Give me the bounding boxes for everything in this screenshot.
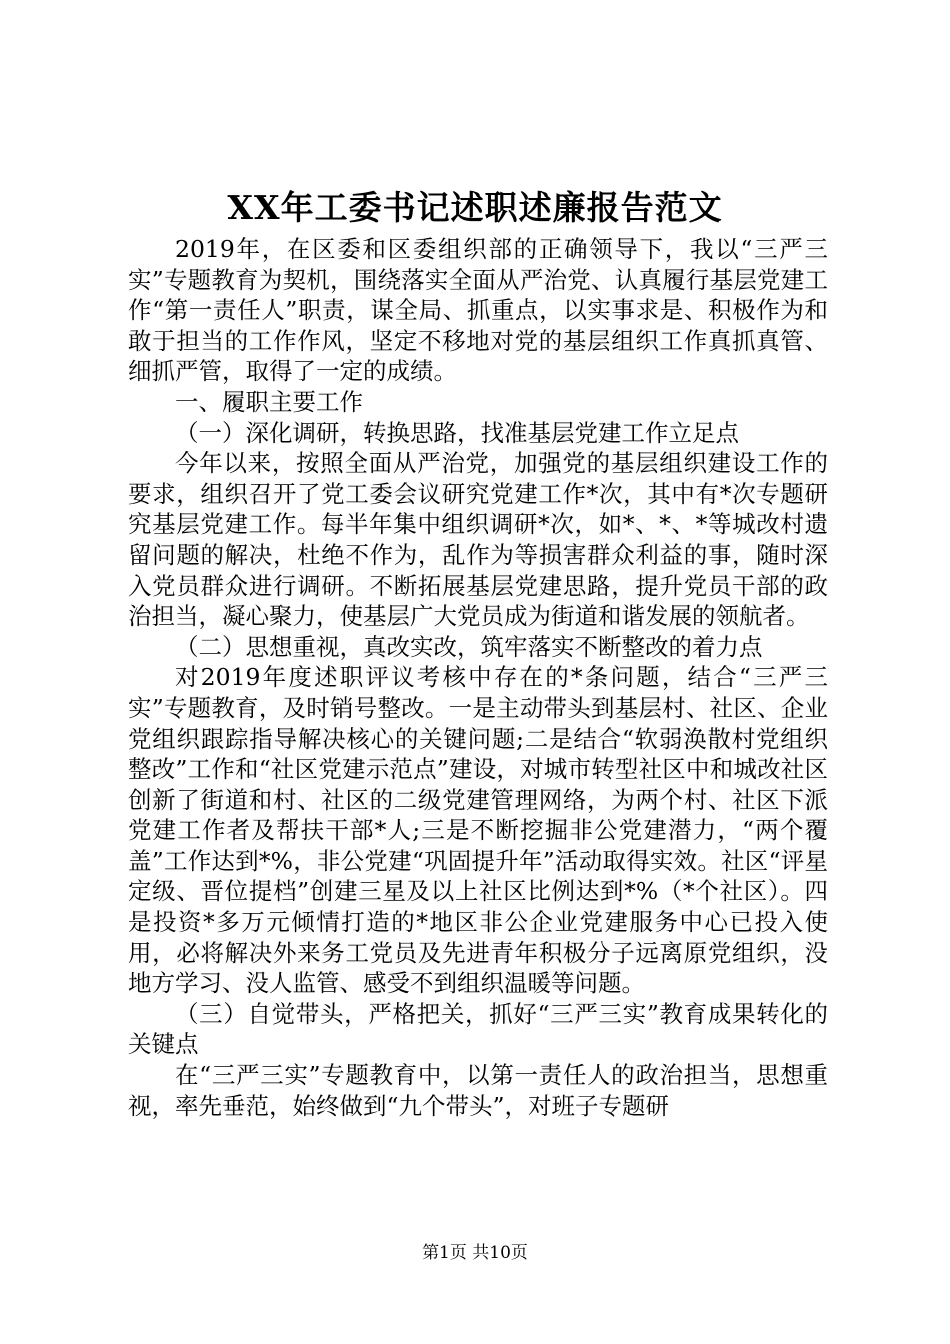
paragraph-research: 今年以来，按照全面从严治党，加强党的基层组织建设工作的要求，组织召开了党工委会议研究党建工作*次，其中有*次专题研究基层党建工作。每半年集中组织调研*次，如*、*、*等城改村遗留问题的解决，杜绝不作为，乱作为等损害群众利益的事，随时深入党员群众进行调研。不断拓展基层党建思路，提升党员干部的政治担当，凝心聚力，使基层广大党员成为街道和谐发展的领航者。 xyxy=(128,449,828,631)
page-number: 第1页 共10页 xyxy=(422,1243,528,1263)
document-body xyxy=(128,234,828,1121)
paragraph-intro: 2019年，在区委和区委组织部的正确领导下，我以“三严三实”专题教育为契机，围绕落实全面从严治党、认真履行基层党建工作“第一责任人”职责，谋全局、抓重点，以实事求是、积极作为和敢于担当的工作作风，坚定不移地对党的基层组织工作真抓真管、细抓严管，取得了一定的成绩。 xyxy=(128,235,828,386)
subsection-heading-2: （二）思想重视，真改实改，筑牢落实不断整改的着力点 xyxy=(175,632,763,661)
subsection-heading-1: （一）深化调研，转换思路，找准基层党建工作立足点 xyxy=(175,418,739,447)
section-heading-1: 一、履职主要工作 xyxy=(175,387,363,416)
subsection-heading-3: （三）自觉带头，严格把关，抓好“三严三实”教育成果转化的关键点 xyxy=(128,999,828,1059)
paragraph-education: 在“三严三实”专题教育中，以第一责任人的政治担当，思想重视，率先垂范，始终做到“九个带头”，对班子专题研 xyxy=(128,1061,828,1120)
document-title: XX年工委书记述职述廉报告范文 xyxy=(227,188,723,227)
paragraph-rectification: 对2019年度述职评议考核中存在的*条问题，结合“三严三实”专题教育，及时销号整改。一是主动带头到基层村、社区、企业党组织跟踪指导解决核心的关键问题;二是结合“软弱涣散村党组织整改”工作和“社区党建示范点”建设，对城市转型社区中和城改社区创新了街道和村、社区的二级党建管理网络，为两个村、社区下派党建工作者及帮扶干部*人;三是不断挖掘非公党建潜力，“两个覆盖”工作达到*%，非公党建“巩固提升年”活动取得实效。社区“评星定级、晋位提档”创建三星及以上社区比例达到*%（*个社区）。四是投资*多万元倾情打造的*地区非公企业党建服务中心已投入使用，必将解决外来务工党员及先进青年积极分子远离原党组织，没地方学习、没人监管、感受不到组织温暖等问题。 xyxy=(128,663,828,998)
